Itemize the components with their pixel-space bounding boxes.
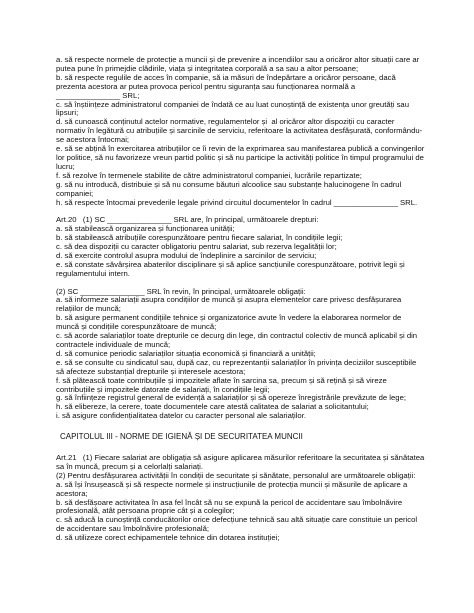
text-line: c. să acorde salariaților toate drepturile ce decurg din lege, din contractul colectiv de muncă aplicabil și din [56,331,418,341]
text-line: a. să informeze salariații asupra condițiilor de muncă și asupra elementelor care privesc desfășurarea [56,295,402,305]
text-line: d. să exercite controlul asupra modului de îndeplinire a sarcinilor de serviciu; [56,250,317,260]
text-line: regulamentului intern. [56,268,130,278]
text-line: i. să asigure confidențialitatea datelor cu caracter personal ale salariaților. [56,411,306,421]
text-line: (2) SC _______________ SRL în revin, în principal, următoarele obligații: [56,286,306,296]
text-line: h. să respecte întocmai prevederile legale privind circuitul documentelor în cadrul _______________ SRL. [56,197,418,207]
chapter-title: CAPITOLUL III - NORME DE IGIENĂ ȘI DE SECURITATEA MUNCII [60,432,303,442]
text-line: relațiilor de muncă; [56,304,121,314]
text-line: c. să înștiințeze administratorul companiei de îndată ce au luat cunoștință de existența unor greutăți sau [56,99,409,109]
section-art20-rights [56,216,434,278]
text-line: de accidentare sau îmbolnăvire profesională; [56,524,209,534]
text-line: lor politice, să nu favorizeze vreun partid politic și să nu participe la activități politice în timpul programului de [56,152,424,162]
text-line: se acestora întocmai; [56,135,130,145]
text-line: b. să asigure permanent condițiile tehnice și organizatorice avute în vedere la elaborarea normelor de [56,313,402,323]
text-line: c. să aducă la cunoștință conducătorilor orice defecțiune tehnică sau altă situație care constituie un pericol [56,515,418,525]
text-line: h. să elibereze, la cerere, toate documentele care atestă calitatea de salariat a solicitantului; [56,402,369,412]
text-line: b. să respecte regulile de acces în companie, să ia măsuri de îndepărtare a oricăror persoane, dacă [56,72,396,82]
text-line: b. să stabilească atribuțiile corespunzătoare pentru fiecare salariat, în condițiile legii; [56,233,343,243]
text-line: d. să utilizeze corect echipamentele tehnice din dotarea instituției; [56,533,280,543]
text-line: a. să își însușească și să respecte normele și instrucțiunile de protecția muncii și măsurile de aplicare a [56,479,408,489]
text-line: e. să se abțină în exercitarea atribuțiilor ce îi revin de la exprimarea sau manifestarea publică a convingerilor [56,144,425,154]
text-line: sa în muncă, precum și a celorlalți salariați. [56,461,203,471]
text-line: g. să nu introducă, distribuie și să nu consume băuturi alcoolice sau substanțe halucinogene în cadrul [56,179,402,189]
text-line: muncă și condițiile corespunzătoare de muncă; [56,322,217,332]
section-obligations-employees [56,56,434,207]
text-line: f. să plătească toate contribuțiile și impozitele aflate în sarcina sa, precum și să rețină și să vireze [56,375,387,385]
text-line: companiei; [56,188,94,198]
text-line: normativ în legătură cu atribuțiile și sarcinile de serviciu, referitoare la activitatea desfășurată, conformându- [56,126,423,136]
text-line: c. să dea dispoziții cu caracter obligatoriu pentru salariat, sub rezerva legalității lor; [56,242,337,252]
text-line: să afecteze substanțial drepturile și interesele acestora; [56,366,246,376]
text-line: e. să constate săvârșirea abaterilor disciplinare și să aplice sancțiunile corespunzătoare, potrivit legii și [56,259,405,269]
text-line: f. să rezolve în termenele stabilite de către administratorul companiei, lucrările repartizate; [56,170,362,180]
text-line: putea pune în primejdie clădirile, viața și integritatea corporală a sa sau a altor persoane; [56,63,359,73]
section-art20-obligations [56,288,434,422]
text-line: d. să comunice periodic salariaților situația economică și financiară a unității; [56,348,316,358]
text-line: d. să cunoască conținutul actelor normative, regulamentelor și al oricăror altor dispoziții cu caracter [56,117,395,127]
text-line: prezenta acestora ar putea provoca pericol pentru siguranța sau funcționarea normală a [56,81,356,91]
text-line: g. să înființeze registrul general de evidență a salariaților și să opereze înregistrările prevăzute de lege; [56,393,406,403]
article-heading-line: Art.20 (1) SC _______________ SRL are, în principal, următoarele drepturi: [56,215,319,225]
text-line: b. să desfășoare activitatea în asa fel încât să nu se expună la pericol de accidentare sau îmbolnăvire [56,497,403,507]
text-line: lipsuri; [56,108,79,118]
section-art21-safety [56,454,434,543]
text-line: contribuțiile și impozitele datorate de salariați, în condițiile legii; [56,384,270,394]
text-line: acestora; [56,488,88,498]
text-line: _______________ SRL; [56,90,140,100]
article-heading-line: Art.21 (1) Fiecare salariat are obligația să asigure aplicarea măsurilor referitoare la securitatea și sănătatea [56,453,425,463]
text-line: profesională, atât persoana proprie cât și a colegilor; [56,506,235,516]
text-line: e. să se consulte cu sindicatul sau, după caz, cu reprezentanții salariaților în privința deciziilor susceptibile [56,357,417,367]
text-line: a. să stabilească organizarea și funcționarea unității; [56,224,235,234]
text-line: contractele individuale de muncă; [56,339,171,349]
text-line: a. să respecte normele de protecție a muncii și de prevenire a incendiilor sau a oricăror altor situații care ar [56,55,420,64]
text-line: (2) Pentru desfășurarea activității în condiții de securitate și sănătate, personalul are următoarele obligații: [56,470,416,480]
text-line: lucru; [56,161,75,171]
